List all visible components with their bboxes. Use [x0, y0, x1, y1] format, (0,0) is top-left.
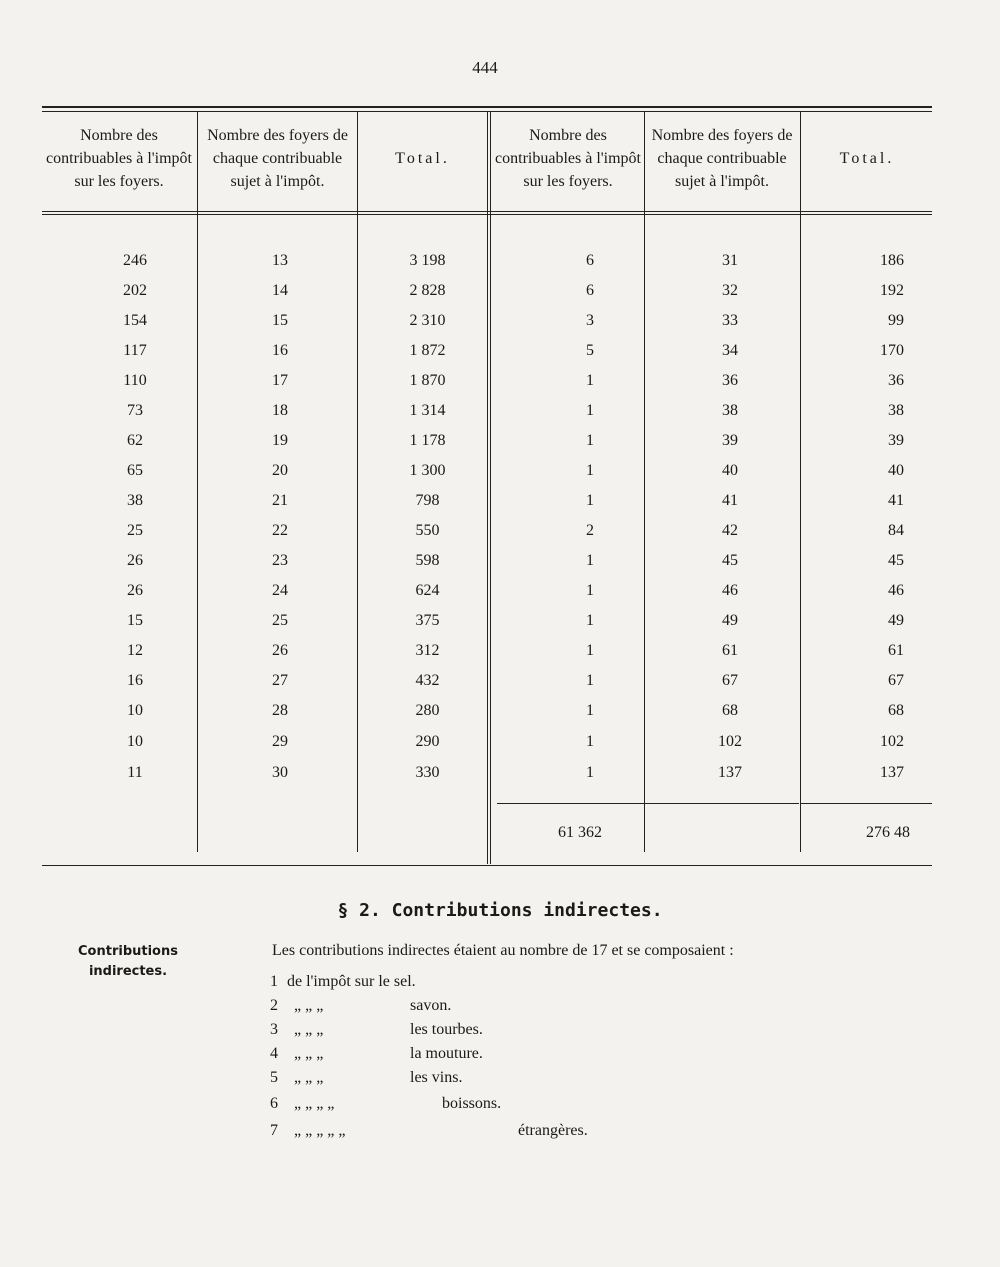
item-number: 6 [270, 1095, 278, 1112]
item-number: 5 [270, 1069, 278, 1086]
cell-foyers-left: 30 [272, 764, 288, 781]
cell-contribuables-right: 1 [586, 432, 594, 449]
item-ditto: „ „ „ [294, 1021, 324, 1038]
cell-contribuables-left: 25 [127, 522, 143, 539]
table-row [0, 432, 1000, 462]
cell-contribuables-left: 26 [127, 552, 143, 569]
cell-total-right: 192 [880, 282, 904, 299]
table-row [0, 702, 1000, 732]
cell-contribuables-right: 1 [586, 582, 594, 599]
cell-total-left: 2 310 [409, 312, 446, 329]
cell-foyers-left: 15 [272, 312, 288, 329]
cell-contribuables-right: 1 [586, 372, 594, 389]
margin-note: Contributions indirectes. [78, 944, 178, 979]
table-row [0, 522, 1000, 552]
cell-total-right: 61 [888, 642, 904, 659]
table-row [0, 764, 1000, 794]
cell-total-right: 49 [888, 612, 904, 629]
cell-total-left: 798 [415, 492, 440, 509]
cell-total-right: 68 [888, 702, 904, 719]
cell-foyers-right: 36 [722, 372, 738, 389]
cell-foyers-right: 32 [722, 282, 738, 299]
cell-total-right: 45 [888, 552, 904, 569]
table-bottom-rule [42, 865, 932, 866]
header-contribuables-left: Nombre des contribuables à l'impôt sur les foyers. [46, 127, 192, 190]
cell-foyers-left: 19 [272, 432, 288, 449]
cell-foyers-left: 26 [272, 642, 288, 659]
cell-foyers-left: 14 [272, 282, 288, 299]
table-row [0, 612, 1000, 642]
cell-foyers-left: 21 [272, 492, 288, 509]
cell-total-left: 330 [415, 764, 440, 781]
cell-foyers-left: 28 [272, 702, 288, 719]
table-row [0, 282, 1000, 312]
cell-contribuables-left: 10 [127, 702, 143, 719]
table-row [0, 342, 1000, 372]
cell-contribuables-left: 15 [127, 612, 143, 629]
cell-total-left: 598 [415, 552, 440, 569]
cell-foyers-right: 45 [722, 552, 738, 569]
cell-contribuables-right: 1 [586, 492, 594, 509]
cell-foyers-right: 137 [718, 764, 742, 781]
section-intro: Les contributions indirectes étaient au nombre de 17 et se composaient : [272, 942, 734, 959]
cell-foyers-left: 24 [272, 582, 288, 599]
section-title: § 2. Contributions indirectes. [337, 900, 663, 921]
cell-total-right: 46 [888, 582, 904, 599]
item-text: de l'impôt sur le sel. [287, 973, 416, 990]
cell-foyers-right: 61 [722, 642, 738, 659]
item-text: la mouture. [410, 1045, 483, 1062]
cell-foyers-right: 67 [722, 672, 738, 689]
cell-foyers-left: 13 [272, 252, 288, 269]
cell-foyers-left: 18 [272, 402, 288, 419]
cell-foyers-right: 38 [722, 402, 738, 419]
sum-right: 276 48 [866, 824, 910, 841]
table-row [0, 402, 1000, 432]
cell-foyers-left: 23 [272, 552, 288, 569]
item-number: 2 [270, 997, 278, 1014]
cell-total-right: 84 [888, 522, 904, 539]
cell-total-left: 1 314 [409, 402, 446, 419]
cell-contribuables-right: 6 [586, 282, 594, 299]
header-foyers-right: Nombre des foyers de chaque contribuable sujet à l'impôt. [651, 127, 793, 190]
table-row [0, 312, 1000, 342]
cell-contribuables-left: 10 [127, 733, 143, 750]
cell-total-right: 36 [888, 372, 904, 389]
cell-contribuables-left: 12 [127, 642, 143, 659]
cell-contribuables-left: 11 [127, 764, 143, 781]
header-total-right: Total. [839, 150, 895, 167]
cell-foyers-left: 22 [272, 522, 288, 539]
cell-foyers-right: 42 [722, 522, 738, 539]
cell-contribuables-right: 1 [586, 402, 594, 419]
item-ditto: „ „ „ [294, 997, 324, 1014]
cell-total-left: 2 828 [409, 282, 446, 299]
cell-total-left: 1 870 [409, 372, 446, 389]
table-row [0, 552, 1000, 582]
cell-foyers-left: 20 [272, 462, 288, 479]
cell-contribuables-right: 1 [586, 462, 594, 479]
header-contribuables-right: Nombre des contribuables à l'impôt sur les foyers. [495, 127, 641, 190]
cell-total-right: 41 [888, 492, 904, 509]
cell-total-left: 432 [415, 672, 440, 689]
table-row [0, 492, 1000, 522]
cell-contribuables-right: 1 [586, 733, 594, 750]
cell-total-left: 550 [415, 522, 440, 539]
item-text: étrangères. [518, 1122, 588, 1139]
page-number: 444 [472, 58, 498, 77]
item-text: les tourbes. [410, 1021, 483, 1038]
cell-foyers-left: 17 [272, 372, 288, 389]
cell-foyers-left: 16 [272, 342, 288, 359]
table-row [0, 642, 1000, 672]
cell-contribuables-right: 2 [586, 522, 594, 539]
cell-total-right: 40 [888, 462, 904, 479]
cell-contribuables-right: 1 [586, 642, 594, 659]
table-row [0, 582, 1000, 612]
cell-contribuables-right: 1 [586, 552, 594, 569]
item-text: boissons. [442, 1095, 502, 1112]
cell-total-right: 67 [888, 672, 904, 689]
sum-rule-right [800, 803, 932, 804]
cell-foyers-left: 25 [272, 612, 288, 629]
cell-total-right: 170 [880, 342, 904, 359]
cell-foyers-right: 49 [722, 612, 738, 629]
cell-contribuables-left: 26 [127, 582, 143, 599]
table-row [0, 462, 1000, 492]
cell-total-left: 3 198 [409, 252, 446, 269]
cell-total-left: 1 300 [409, 462, 446, 479]
item-number: 1 [270, 973, 278, 990]
cell-total-left: 375 [415, 612, 440, 629]
cell-contribuables-right: 3 [586, 312, 594, 329]
cell-total-left: 1 872 [409, 342, 446, 359]
cell-contribuables-right: 1 [586, 612, 594, 629]
cell-foyers-right: 31 [722, 252, 738, 269]
cell-contribuables-right: 6 [586, 252, 594, 269]
cell-foyers-right: 46 [722, 582, 738, 599]
cell-foyers-right: 34 [722, 342, 738, 359]
sum-left: 61 362 [558, 824, 602, 841]
cell-total-right: 137 [880, 764, 904, 781]
cell-contribuables-right: 5 [586, 342, 594, 359]
item-number: 4 [270, 1045, 278, 1062]
cell-total-left: 624 [415, 582, 440, 599]
cell-contribuables-left: 246 [123, 252, 147, 269]
cell-total-left: 1 178 [409, 432, 446, 449]
cell-contribuables-left: 16 [127, 672, 143, 689]
cell-foyers-right: 39 [722, 432, 738, 449]
cell-foyers-left: 29 [272, 733, 288, 750]
cell-contribuables-left: 62 [127, 432, 143, 449]
cell-foyers-right: 40 [722, 462, 738, 479]
cell-foyers-right: 102 [718, 733, 742, 750]
item-number: 3 [270, 1021, 278, 1038]
header-foyers-left: Nombre des foyers de chaque contribuable sujet à l'impôt. [207, 127, 348, 190]
cell-foyers-left: 27 [272, 672, 288, 689]
item-ditto: „ „ „ [294, 1045, 324, 1062]
item-text: savon. [410, 997, 452, 1014]
cell-contribuables-left: 154 [123, 312, 147, 329]
cell-total-left: 312 [415, 642, 440, 659]
cell-contribuables-right: 1 [586, 702, 594, 719]
cell-total-right: 39 [888, 432, 904, 449]
item-ditto: „ „ „ „ „ [294, 1122, 346, 1139]
table-row [0, 252, 1000, 282]
cell-foyers-right: 33 [722, 312, 738, 329]
header-total-left: Total. [395, 150, 450, 167]
cell-total-left: 290 [415, 733, 440, 750]
sum-rule-left [497, 803, 799, 804]
cell-foyers-right: 68 [722, 702, 738, 719]
cell-contribuables-left: 73 [127, 402, 143, 419]
cell-total-left: 280 [415, 702, 440, 719]
cell-foyers-right: 41 [722, 492, 738, 509]
item-ditto: „ „ „ „ [294, 1095, 335, 1112]
item-number: 7 [270, 1122, 278, 1139]
item-ditto: „ „ „ [294, 1069, 324, 1086]
item-text: les vins. [410, 1069, 463, 1086]
cell-contribuables-right: 1 [586, 764, 594, 781]
cell-total-right: 38 [888, 402, 904, 419]
cell-contribuables-right: 1 [586, 672, 594, 689]
cell-total-right: 102 [880, 733, 904, 750]
cell-total-right: 186 [880, 252, 904, 269]
cell-total-right: 99 [888, 312, 904, 329]
cell-contribuables-left: 38 [127, 492, 143, 509]
table-row [0, 372, 1000, 402]
cell-contribuables-left: 117 [123, 342, 147, 359]
table-row [0, 733, 1000, 763]
cell-contribuables-left: 110 [123, 372, 147, 389]
cell-contribuables-left: 65 [127, 462, 143, 479]
cell-contribuables-left: 202 [123, 282, 147, 299]
table-row [0, 672, 1000, 702]
